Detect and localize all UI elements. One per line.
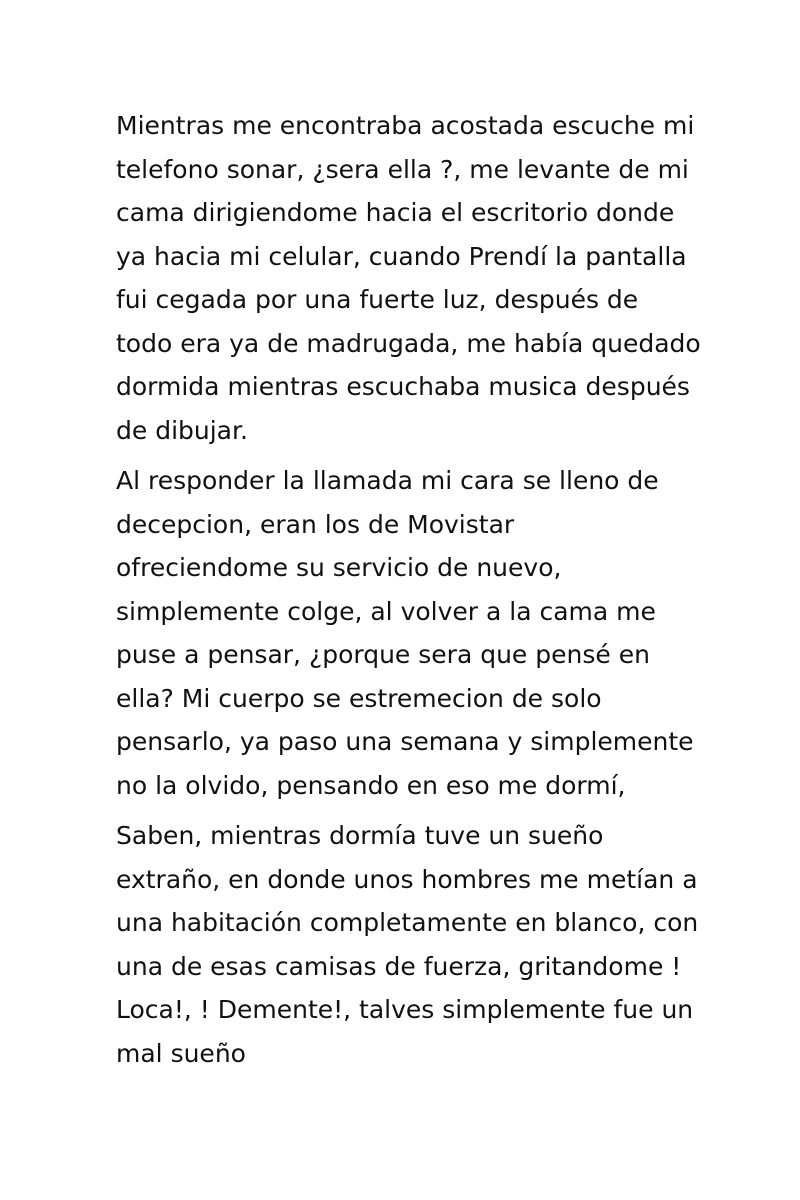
text-line: una habitación completamente en blanco, con — [116, 908, 699, 937]
text-line: dormida mientras escuchaba musica después — [116, 372, 690, 401]
text-line: mal sueño — [116, 1038, 246, 1068]
text-line: cama dirigiendome hacia el escritorio donde — [116, 198, 675, 227]
text-line: una de esas camisas de fuerza, gritandome ! — [116, 951, 682, 981]
text-line: no la olvido, pensando en eso me dormí, — [116, 770, 626, 800]
text-line: ya hacia mi celular, cuando Prendí la pantalla — [116, 241, 687, 271]
story-text — [116, 104, 706, 1082]
paragraph-1 — [116, 104, 706, 452]
paragraph-3 — [116, 814, 706, 1075]
text-line: ofreciendome su servicio de nuevo, — [116, 553, 562, 582]
text-line: fui cegada por una fuerte luz, después de — [116, 285, 639, 314]
paragraph-2 — [116, 459, 706, 807]
text-line: Loca!, ! Demente!, talves simplemente fue un — [116, 995, 694, 1024]
text-line: Mientras me encontraba acostada escuche mi — [116, 111, 695, 140]
text-line: pensarlo, ya paso una semana y simplemente — [116, 727, 694, 756]
text-line: todo era ya de madrugada, me había quedado — [116, 328, 701, 358]
text-line: extraño, en donde unos hombres me metían a — [116, 864, 698, 894]
text-line: Al responder la llamada mi cara se lleno de — [116, 466, 659, 495]
text-line: telefono sonar, ¿sera ella ?, me levante de mi — [116, 154, 689, 184]
text-line: simplemente colge, al volver a la cama me — [116, 596, 656, 626]
text-line: de dibujar. — [116, 415, 248, 445]
text-line: ella? Mi cuerpo se estremecion de solo — [116, 683, 602, 713]
text-line: Saben, mientras dormía tuve un sueño — [116, 821, 604, 850]
text-line: decepcion, eran los de Movistar — [116, 509, 515, 539]
text-line: puse a pensar, ¿porque sera que pensé en — [116, 640, 650, 669]
